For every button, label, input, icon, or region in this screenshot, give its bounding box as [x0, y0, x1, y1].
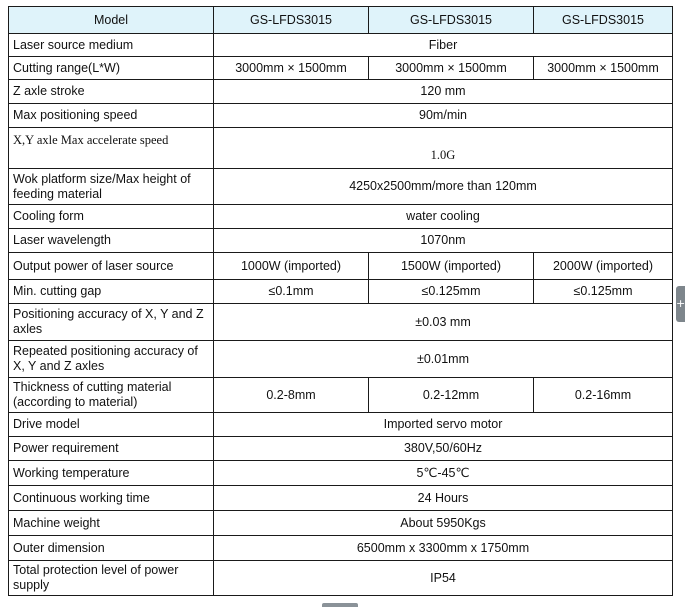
- spec-value: 5℃-45℃: [214, 461, 673, 486]
- spec-row: [9, 128, 673, 169]
- spec-label: Positioning accuracy of X, Y and Z axles: [9, 304, 214, 341]
- spec-label: Thickness of cutting material (according to material): [9, 378, 214, 413]
- spec-row: [9, 561, 673, 596]
- model-name: GS-LFDS3015: [369, 7, 534, 34]
- spec-value: water cooling: [214, 205, 673, 229]
- spec-label: Laser wavelength: [9, 229, 214, 253]
- spec-row: [9, 57, 673, 80]
- spec-value: 1070nm: [214, 229, 673, 253]
- spec-row: [9, 104, 673, 128]
- spec-value: ≤0.125mm: [369, 280, 534, 304]
- spec-label: Repeated positioning accuracy of X, Y and Z axles: [9, 341, 214, 378]
- spec-label: Total protection level of power supply: [9, 561, 214, 596]
- spec-value: Imported servo motor: [214, 413, 673, 437]
- spec-label: Outer dimension: [9, 536, 214, 561]
- spec-value: ≤0.1mm: [214, 280, 369, 304]
- spec-row: [9, 437, 673, 461]
- spec-value: 2000W (imported): [534, 253, 673, 280]
- spec-label: Drive model: [9, 413, 214, 437]
- spec-value: 3000mm × 1500mm: [214, 57, 369, 80]
- spec-value: ≤0.125mm: [534, 280, 673, 304]
- spec-label: Cutting range(L*W): [9, 57, 214, 80]
- spec-value: 380V,50/60Hz: [214, 437, 673, 461]
- spec-value: 6500mm x 3300mm x 1750mm: [214, 536, 673, 561]
- spec-value: 90m/min: [214, 104, 673, 128]
- spec-row: [9, 341, 673, 378]
- spec-row: [9, 304, 673, 341]
- spec-row: [9, 486, 673, 511]
- spec-row: [9, 413, 673, 437]
- spec-value: 3000mm × 1500mm: [534, 57, 673, 80]
- spec-label: Machine weight: [9, 511, 214, 536]
- spec-value: ±0.03 mm: [214, 304, 673, 341]
- spec-table: [8, 6, 673, 596]
- spec-label: Power requirement: [9, 437, 214, 461]
- spec-value: 1500W (imported): [369, 253, 534, 280]
- spec-value: 0.2-12mm: [369, 378, 534, 413]
- spec-row: [9, 511, 673, 536]
- spec-row: [9, 378, 673, 413]
- model-name: GS-LFDS3015: [534, 7, 673, 34]
- spec-row: [9, 280, 673, 304]
- spec-label: Z axle stroke: [9, 80, 214, 104]
- spec-value: 120 mm: [214, 80, 673, 104]
- spec-value: 0.2-16mm: [534, 378, 673, 413]
- spec-value: ±0.01mm: [214, 341, 673, 378]
- spec-label: Max positioning speed: [9, 104, 214, 128]
- scroll-handle[interactable]: [322, 603, 358, 607]
- spec-value: 1000W (imported): [214, 253, 369, 280]
- plus-icon: +: [676, 297, 685, 310]
- spec-row: [9, 169, 673, 205]
- spec-row: [9, 80, 673, 104]
- spec-row: [9, 205, 673, 229]
- spec-value: 0.2-8mm: [214, 378, 369, 413]
- header-label: Model: [9, 7, 214, 34]
- spec-value: About 5950Kgs: [214, 511, 673, 536]
- spec-label: Cooling form: [9, 205, 214, 229]
- spec-row: [9, 536, 673, 561]
- spec-label: Laser source medium: [9, 34, 214, 57]
- spec-label: Continuous working time: [9, 486, 214, 511]
- spec-label: Min. cutting gap: [9, 280, 214, 304]
- spec-row: [9, 461, 673, 486]
- spec-value: 24 Hours: [214, 486, 673, 511]
- spec-value: IP54: [214, 561, 673, 596]
- spec-value: 1.0G: [214, 128, 673, 169]
- spec-value: 3000mm × 1500mm: [369, 57, 534, 80]
- spec-value: Fiber: [214, 34, 673, 57]
- spec-label: Working temperature: [9, 461, 214, 486]
- expand-side-tab[interactable]: [676, 286, 685, 322]
- spec-label: X,Y axle Max accelerate speed: [9, 128, 214, 169]
- spec-row: [9, 34, 673, 57]
- spec-label: Output power of laser source: [9, 253, 214, 280]
- spec-label: Wok platform size/Max height of feeding material: [9, 169, 214, 205]
- spec-row: [9, 229, 673, 253]
- model-name: GS-LFDS3015: [214, 7, 369, 34]
- spec-row: [9, 253, 673, 280]
- spec-value: 4250x2500mm/more than 120mm: [214, 169, 673, 205]
- header-row: [9, 7, 673, 34]
